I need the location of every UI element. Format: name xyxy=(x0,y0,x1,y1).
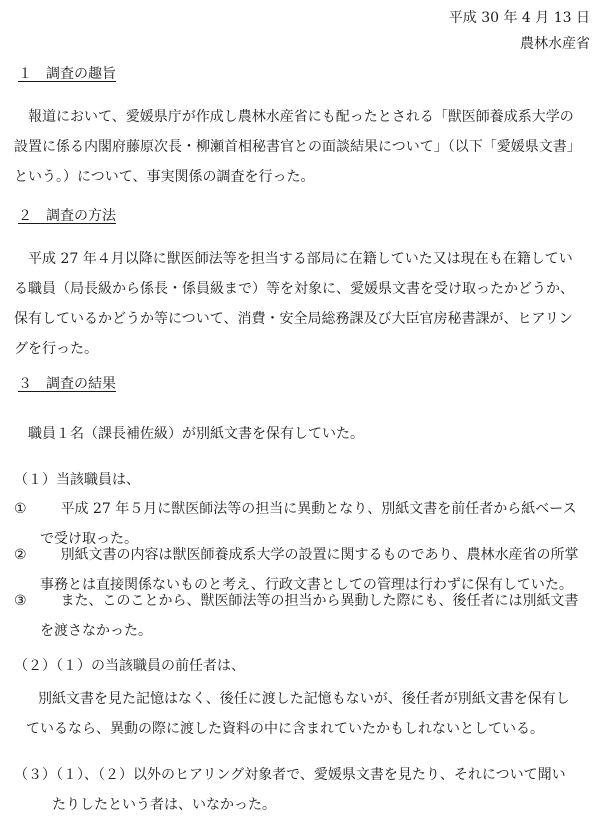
result-point-3 xyxy=(14,586,579,646)
paragraph-line: 保有しているかどうか等について、消費・安全局総務課及び大臣官房秘書課が、ヒアリン xyxy=(14,311,573,327)
paragraph-line: 別紙文書を見た記憶はなく、後任に渡した記憶もないが、後任者が別紙文書を保有し xyxy=(38,691,570,707)
paragraph-line: グを行った。 xyxy=(14,341,98,357)
paragraph-line: で受け取った。 xyxy=(40,531,138,547)
paragraph-line: 平成 27 年５月に獣医師法等の担当に異動となり、別紙文書を前任者から紙ベース xyxy=(60,501,577,517)
results-summary: 職員１名（課長補佐級）が別紙文書を保有していた。 xyxy=(28,426,364,442)
point-mark: ③ xyxy=(14,593,27,609)
section-body-method xyxy=(14,244,574,364)
section-heading-method: ２ 調査の方法 xyxy=(18,208,116,224)
result-item-2-label: （２）（１）の当該職員の前任者は、 xyxy=(14,658,245,674)
point-mark: ② xyxy=(14,547,27,563)
section-heading-purpose: １ 調査の趣旨 xyxy=(18,66,116,82)
result-item-3 xyxy=(14,760,566,820)
paragraph-line: （３）（１）、（２）以外のヒアリング対象者で、愛媛県文書を見たり、それについて聞い xyxy=(14,767,566,783)
paragraph-line: という。）について、事実関係の調査を行った。 xyxy=(14,169,315,185)
document-date: 平成 30 年 4 月 13 日 xyxy=(448,10,590,26)
issuing-ministry: 農林水産省 xyxy=(520,36,590,52)
paragraph-line: を渡さなかった。 xyxy=(40,623,152,639)
paragraph-line: ているなら、異動の際に渡した資料の中に含まれていたかもしれないとしている。 xyxy=(26,721,544,737)
section-heading-results: ３ 調査の結果 xyxy=(18,376,116,392)
paragraph-line: たりしたという者は、いなかった。 xyxy=(52,797,276,813)
result-item-1-label: （１）当該職員は、 xyxy=(14,472,140,488)
paragraph-line: 別紙文書の内容は獣医師養成系大学の設置に関するものであり、農林水産省の所掌 xyxy=(60,547,579,563)
paragraph-line: また、このことから、獣医師法等の担当から異動した際にも、後任者には別紙文書 xyxy=(60,593,579,609)
paragraph-line: る職員（局長級から係長・係員級まで）等を対象に、愛媛県文書を受け取ったかどうか、 xyxy=(14,281,574,297)
paragraph-line: 事務とは直接関係ないものと考え、行政文書としての管理は行わずに保有していた。 xyxy=(40,577,573,593)
paragraph-line: 平成 27 年４月以降に獣医師法等を担当する部局に在籍していた又は現在も在籍してい xyxy=(28,251,573,267)
section-body-purpose xyxy=(14,102,581,192)
paragraph-line: 設置に係る内閣府藤原次長・柳瀬首相秘書官との面談結果について」（以下「愛媛県文書」 xyxy=(14,139,581,155)
paragraph-line: 報道において、愛媛県庁が作成し農林水産省にも配ったとされる「獣医師養成系大学の xyxy=(28,109,574,125)
point-mark: ① xyxy=(14,501,27,517)
result-item-2-body xyxy=(14,684,570,744)
